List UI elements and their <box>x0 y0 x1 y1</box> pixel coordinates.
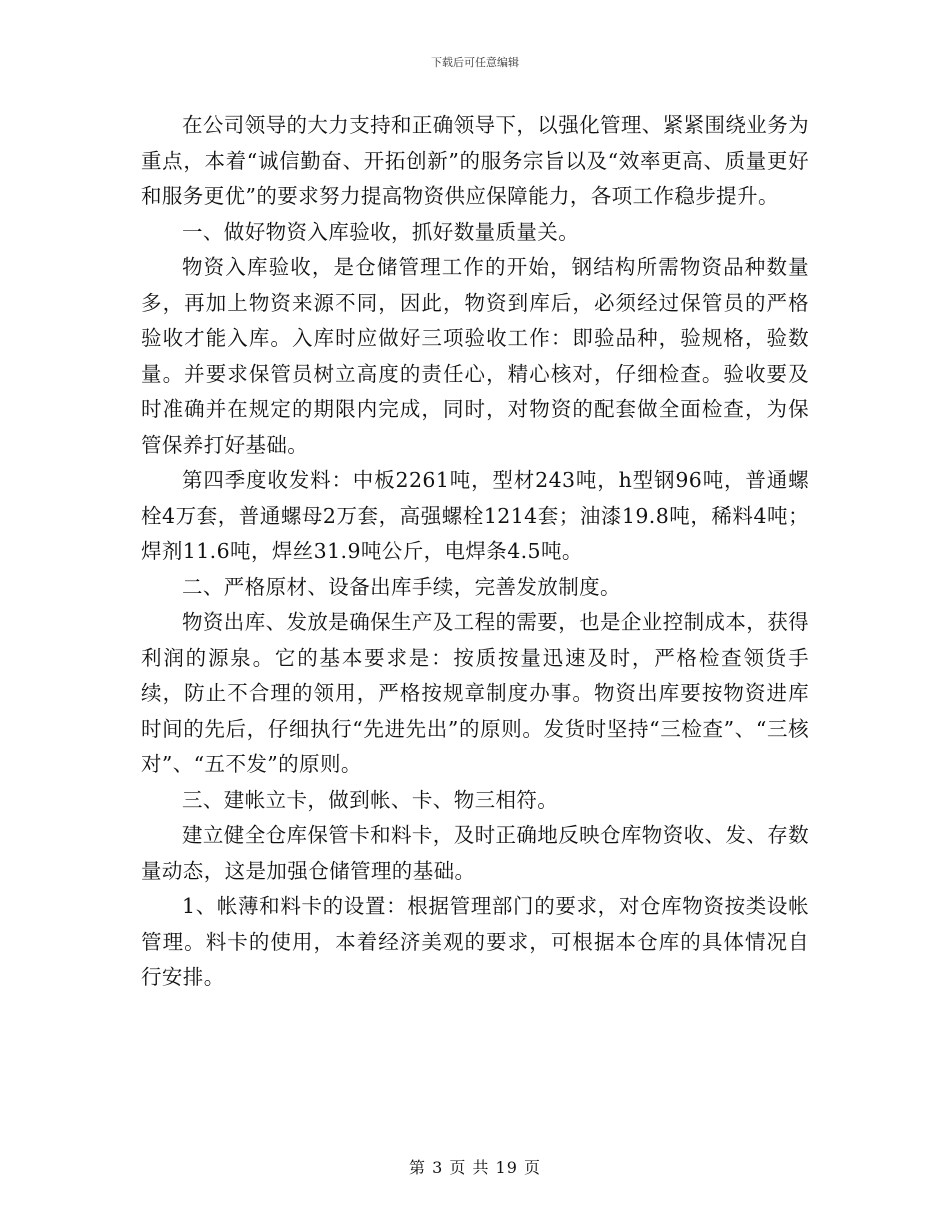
section-heading-3: 三、建帐立卡，做到帐、卡、物三相符。 <box>182 787 559 812</box>
paragraph-ledger-setup: 1、帐薄和料卡的设置：根据管理部门的要求，对仓库物资按类设帐管理。料卡的使用，本着经济美观的要求，可根据本仓库的具体情况自行安排。 <box>141 894 809 989</box>
paragraph-intro: 在公司领导的大力支持和正确领导下，以强化管理、紧紧围绕业务为重点，本着“诚信勤奋、开拓创新”的服务宗旨以及“效率更高、质量更好和服务更优”的要求努力提高物资供应保障能力，各项工作稳步提升。 <box>141 113 809 208</box>
page-footer: 第 3 页 共 19 页 <box>409 1158 541 1177</box>
paragraph-q4-materials: 第四季度收发料：中板2261吨，型材243吨，h型钢96吨，普通螺栓4万套，普通螺母2万套，高强螺栓1214套；油漆19.8吨，稀料4吨；焊剂11.6吨，焊丝31.9吨公斤，电焊条4.5吨。 <box>141 468 809 563</box>
paragraph-inbound-inspection: 物资入库验收，是仓储管理工作的开始，钢结构所需物资品种数量多，再加上物资来源不同，因此，物资到库后，必须经过保管员的严格验收才能入库。入库时应做好三项验收工作：即验品种，验规格，验数量。并要求保管员树立高度的责任心，精心核对，仔细检查。验收要及时准确并在规定的期限内完成，同时，对物资的配套做全面检查，为保管保养打好基础。 <box>141 255 809 457</box>
page-header: 下载后可任意编辑 <box>431 56 519 69</box>
section-heading-1: 一、做好物资入库验收，抓好数量质量关。 <box>182 219 580 244</box>
document-body <box>141 108 809 996</box>
paragraph-outbound-issue: 物资出库、发放是确保生产及工程的需要，也是企业控制成本，获得利润的源泉。它的基本要求是：按质按量迅速及时，严格检查领货手续，防止不合理的领用，严格按规章制度办事。物资出库要按物资进库时间的先后，仔细执行“先进先出”的原则。发货时坚持“三检查”、“三核对”、“五不发”的原则。 <box>141 610 809 776</box>
section-heading-2: 二、严格原材、设备出库手续，完善发放制度。 <box>182 574 621 599</box>
paragraph-ledger-cards: 建立健全仓库保管卡和料卡，及时正确地反映仓库物资收、发、存数量动态，这是加强仓储管理的基础。 <box>141 823 809 883</box>
